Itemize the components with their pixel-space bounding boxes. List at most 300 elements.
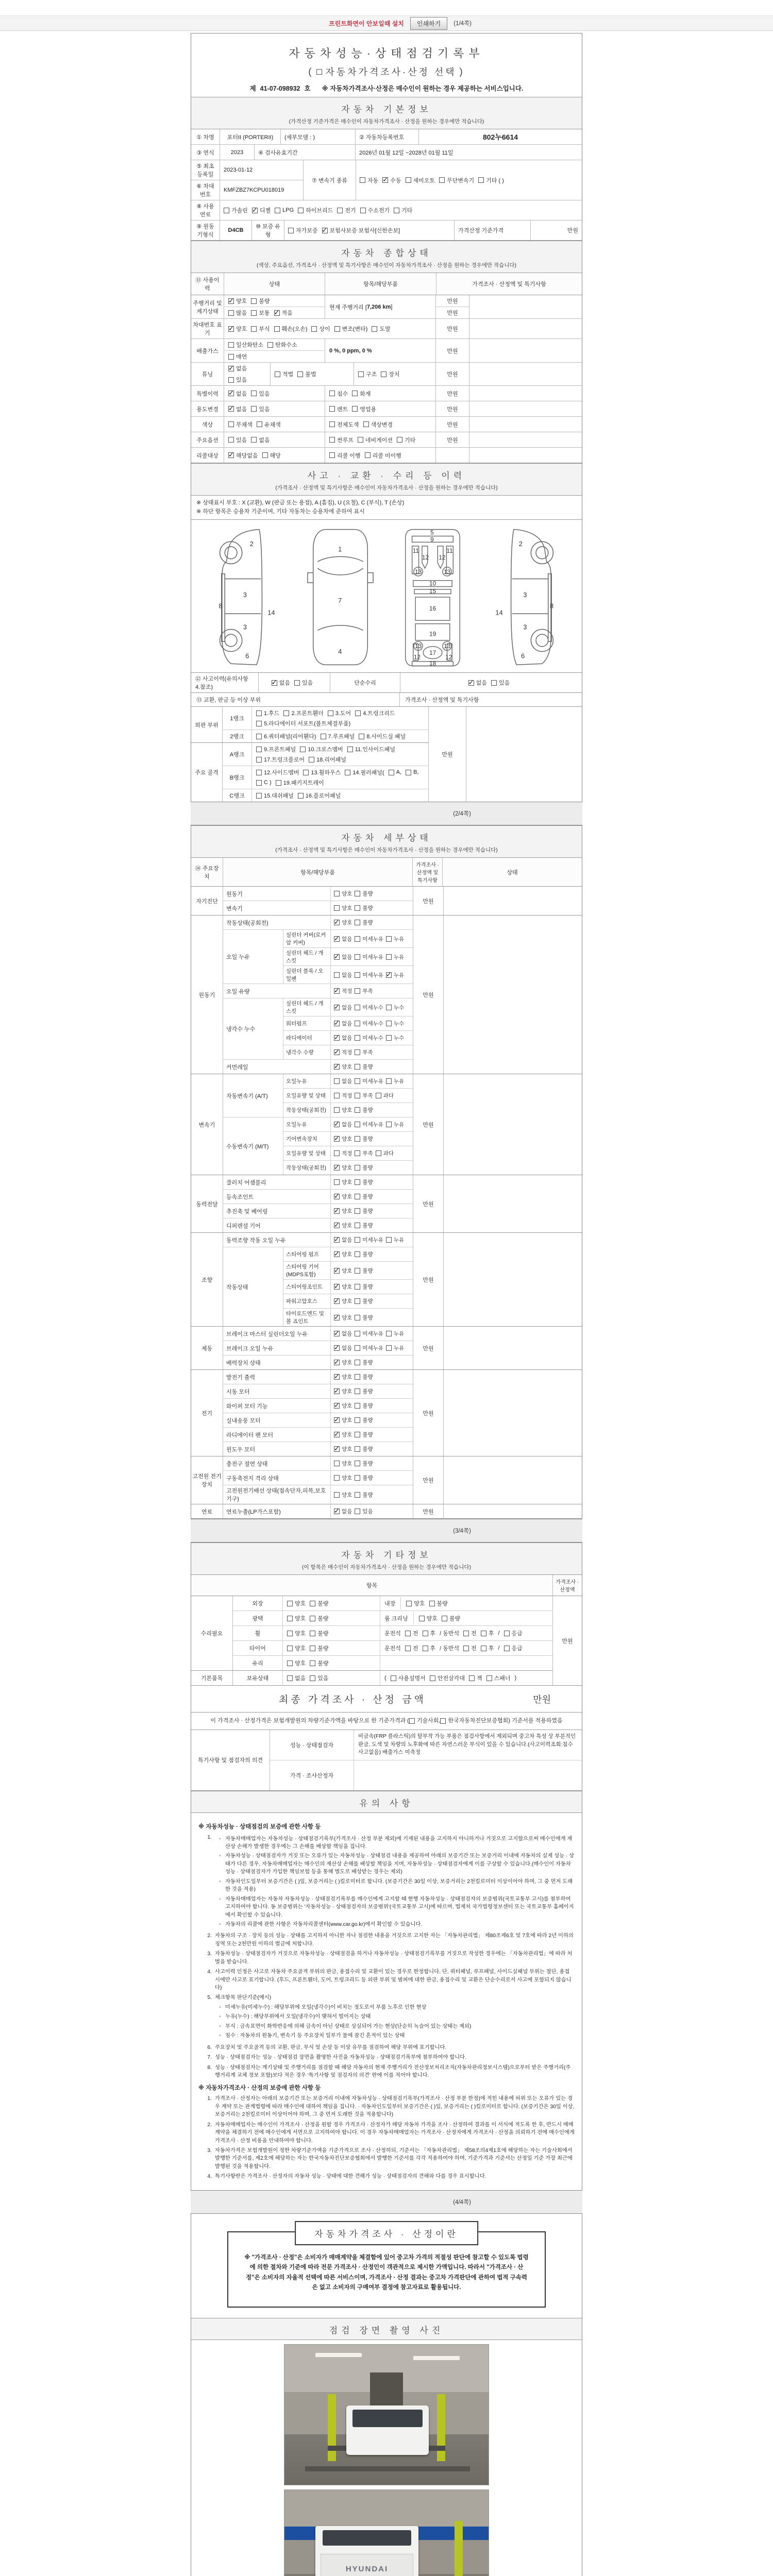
final-price-unit: 만원 xyxy=(533,1694,551,1705)
svg-text:4: 4 xyxy=(338,647,342,655)
photo-truck-rear xyxy=(315,2526,418,2576)
status-option: 누유 xyxy=(386,1077,404,1085)
status-option: 불량 xyxy=(355,1267,373,1275)
checkbox xyxy=(355,1251,360,1257)
notice-item: 8. 성능 · 상태점검자는 계기상태 및 주행거리를 점검할 때 해당 자동차의 현재 주행거리가 전산정보처리조직(자동차관리정보시스템)으로부터 받은 주행거리(주행거리계 교체 정보 포함)보다 적은 경우 '특기사항 및 점검자의 의견' 란에 이를 적어야 합니다. xyxy=(207,2064,571,2078)
svg-text:10: 10 xyxy=(429,580,436,587)
price-option-checkbox xyxy=(316,69,322,75)
overall-amount: 만원 xyxy=(436,401,469,416)
status-option: 불량 xyxy=(355,1416,373,1424)
notice-item: 2. 자동차매매업자는 매수인이 가격조사 · 산정을 원할 경우 가격조사 · 산정자가 해당 자동차 가격을 조사 · 산정하여 결과를 이 서식에 적도록 한 후, 반드시 매매계약을 체결하기 전에 매수인에게 서면으로 고지하여야 합니다. 이 경우 자동차매매업자는 가격조사 · 산정자에게 가격조사 · 산정을 의뢰하기 전에 매수인에게 가격조사 · 산정 비용을 안내하여야 합니다. xyxy=(207,2122,575,2144)
label-first-reg: ⑤ 최초 등록일 xyxy=(191,160,220,180)
checkbox xyxy=(381,371,386,377)
status-option: 양호 xyxy=(334,890,352,897)
detail-item: 발전기 출력 xyxy=(223,1370,331,1384)
checkbox xyxy=(287,1631,293,1636)
status-option: 미세누유 xyxy=(355,935,383,943)
page-indicator: (3/4쪽) xyxy=(453,1528,471,1535)
photo-windshield xyxy=(352,2410,423,2427)
checkbox xyxy=(256,757,262,762)
checkbox xyxy=(256,770,262,775)
detail-subitem: 실린더 블록 / 오일팬 xyxy=(283,966,331,984)
checkbox xyxy=(334,1049,340,1055)
status-option: 불량 xyxy=(355,1431,373,1438)
status-option: 무채색 xyxy=(228,420,253,429)
section-notice-header: 유의 사항 xyxy=(191,1791,582,1813)
detail-subitem: 타이로드엔드 및 볼 죠인트 xyxy=(283,1309,331,1326)
status-option: 스패너 xyxy=(486,1674,511,1682)
detail-options xyxy=(331,1060,413,1074)
other-extra-options xyxy=(380,1671,552,1685)
transmission-option: 세미오토 xyxy=(406,176,435,184)
status-option: 과다 xyxy=(376,1149,394,1157)
checkbox xyxy=(334,1360,340,1365)
panel-option: 8.사이드실 패널 xyxy=(359,732,406,740)
panel-option: 6.쿼터패널(리어휀다) xyxy=(256,732,316,740)
overall-row xyxy=(191,417,582,432)
overall-amount: 만원 만원 xyxy=(436,295,469,318)
status-option: ✓ 양호 xyxy=(334,1250,352,1258)
checkbox xyxy=(228,354,234,360)
checkbox xyxy=(386,1021,392,1026)
status-option: 응급 xyxy=(504,1629,523,1637)
print-button[interactable]: 인쇄하기 xyxy=(410,17,447,30)
detail-amount: 만원 xyxy=(413,916,444,1074)
status-option: ✓ 적정 xyxy=(334,1048,352,1056)
overall-line xyxy=(224,350,325,362)
detail-row xyxy=(223,1247,413,1326)
checkbox xyxy=(358,371,364,377)
checkbox xyxy=(355,1360,360,1365)
detail-subitem: 스티어링 펌프 xyxy=(283,1247,331,1261)
detail-note xyxy=(444,1456,582,1504)
fuel-option: 전기 xyxy=(337,206,356,214)
checkbox xyxy=(287,1616,293,1621)
svg-text:15: 15 xyxy=(429,587,436,595)
detail-row xyxy=(223,1233,413,1247)
checkbox xyxy=(267,342,273,348)
checkbox xyxy=(355,1064,360,1070)
checkbox xyxy=(386,1122,392,1127)
status-option: 불량 xyxy=(310,1629,328,1637)
status-option: / 동반석 xyxy=(440,1631,460,1637)
notice-bullet: ◦ 자동차매매업자는 자동차성능 · 상태점검기록부(가격조사 · 산정 부분 제외)에 기재된 내용을 고지하지 아니하거나 거짓으로 고지함으로써 매수인에게 재산상 손해가 발생한 경우에는 그 손해를 배상할 책임을 집니다. xyxy=(219,1836,573,1850)
detail-item: 충전구 절연 상태 xyxy=(223,1456,331,1470)
checkbox xyxy=(469,1675,475,1681)
detail-options xyxy=(331,1132,413,1146)
status-option: ✓ 없음 xyxy=(228,364,247,372)
car-diagram-side-left xyxy=(206,525,291,669)
checkbox xyxy=(334,1268,340,1274)
detail-group-name: 연료 xyxy=(191,1504,223,1518)
checkbox xyxy=(355,1223,360,1228)
detail-subrow xyxy=(283,1247,413,1262)
value-model-year: 2023 xyxy=(220,145,255,160)
overall-line xyxy=(224,432,325,447)
checkbox xyxy=(256,747,262,752)
section-other-header: 자동차 기타정보 (이 항목은 매수인이 자동차가격조사 · 산정을 원하는 경우에만 적습니다) xyxy=(191,1543,582,1575)
checkbox xyxy=(309,757,314,762)
checkbox xyxy=(359,734,364,739)
status-option: 썬루프 xyxy=(329,436,354,444)
status-option: 있음 xyxy=(355,1507,373,1515)
panel-group xyxy=(191,743,428,802)
detail-subitem: 스티어링 기어(MDPS포함) xyxy=(283,1262,331,1279)
warranty-option: 자가보증 xyxy=(288,226,318,234)
detail-subitem: 작동상태(공회전) xyxy=(283,1103,331,1117)
overall-cell xyxy=(224,432,325,447)
detail-amount: 만원 xyxy=(413,1233,444,1326)
accident-history-options xyxy=(259,673,330,692)
value-first-reg: 2023-01-12 xyxy=(224,167,253,173)
status-option: 불량 xyxy=(310,1599,328,1607)
checkbox xyxy=(355,905,360,911)
detail-row xyxy=(223,1442,413,1456)
overall-row-label: 특별이력 xyxy=(191,386,224,401)
section-detail-header: 자동차 세부상태 (가격조사 · 산정액 및 특기사항은 매수인이 자동차가격조사 · 산정을 원하는 경우에만 적습니다) xyxy=(191,825,582,858)
other-item: 외장 xyxy=(233,1596,283,1611)
svg-text:14: 14 xyxy=(495,608,503,617)
checkbox xyxy=(334,1475,340,1481)
checkbox xyxy=(276,780,281,786)
overall-cell xyxy=(224,417,325,432)
checkbox xyxy=(334,1150,340,1156)
detail-subrow xyxy=(283,1146,413,1161)
detail-group-name: 고전원 전기장치 xyxy=(191,1456,223,1504)
checkbox xyxy=(334,326,340,332)
detail-subrow xyxy=(283,1309,413,1326)
overall-cell xyxy=(325,295,436,318)
checkbox xyxy=(386,954,392,960)
checkbox xyxy=(355,1078,360,1084)
overall-status-table: ⑪ 사용이력 상태 항목/해당부품 가격조사 · 산정액 및 특기사항 주행거리 및 계기상태 ✓ 양호 불량 많음 보통 ✓ 적음 현재 주행거리 [ 7,206 km ] 만원 만원 차대번호 표기 ✓ 양호 부식 훼손(오손) 상이 변조(변타) 도말 만원 배출가스 일산화탄소 탄화수소 매연 0 %, 0 ppm, 0 % 만원 튜닝 ✓ 없음 있음 적법 불법 구조 장치 만원 특별이력 ✓ 없음 있음 침수 화재 만원 용도변경 ✓ 없음 있음 렌트 영업용 만원 색상 무채색 유채색 전체도색 색상변경 만원 주요옵션 있음 없음 썬루프 네비게이션 기타 만원 리콜대상 ✓ 해당없음 해당 리콜 이행 리콜 미이행 xyxy=(191,273,582,463)
status-option: 미세누유 xyxy=(355,1121,383,1128)
fuel-option: 수소전기 xyxy=(360,206,390,214)
checkbox xyxy=(355,920,360,925)
checkbox xyxy=(334,1284,340,1290)
overall-amount: 만원 xyxy=(436,386,469,401)
detail-row xyxy=(223,1471,413,1485)
status-option: 상이 xyxy=(311,325,330,333)
detail-status-table: ⑭ 주요장치 항목/해당부품 가격조사 · 산정액 및 특기사항 상태 자기진단 원동기 양호 불량 변속기 양호 불량 만원 원동기 작동상태(공회전) ✓ 양호 불량 오일 누유 실린더 커버(로커암 커버) ✓ 없음 미세누유 누유 실린더 헤드 / 개스킷 ✓ 없음 미세누유 누유 실린더 블록 / 오일팬 없음 미세누유 ✓ 누유 오일 유량 ✓ 적정 부족 냉각수 누수 실린더 헤드 / 개스킷 ✓ 없음 미세누수 누수 워터펌프 ✓ 없음 미세누수 누수 라디에이터 ✓ 없음 미세누수 누수 냉각수 수량 ✓ 적정 부족 커먼레일 ✓ 양호 불량 만원 변속기 자동변속기 (A/T) 오일누유 없음 미세누유 누유 오일유량 및 상태 적정 부족 과다 작동상태(공회전) 양호 불량 수동변속기 (M/T) 오일누유 ✓ 없음 미세누유 누유 기어변속장치 ✓ 양호 불량 오일유량 및 상태 적정 부족 과다 작동상태(공회전) ✓ 양호 불량 만원 동력전달 클러치 어셈블리 양호 불량 등속조인트 ✓ 양호 불량 추진축 및 베어링 ✓ 양호 불량 디퍼렌셜 기어 ✓ 양호 불량 만원 조향 동력조향 작동 오일 누유 ✓ 없음 미세누유 누유 작동상태 스티어링 펌프 ✓ 양호 불량 스티어링 기어(MDPS포함) ✓ 양호 불량 스티어링조인트 ✓ 양호 불량 파워고압호스 ✓ 양호 불량 타이로드엔드 및 볼 죠인트 ✓ 양호 불량 만원 제동 브레이크 마스터 실린더오일 누유 ✓ 없음 미세누유 누유 브레이크 오일 누유 ✓ 없음 미세누유 누유 배력장치 상태 ✓ 양호 불량 만원 전기 발전기 출력 ✓ 양호 불량 시동 모터 ✓ 양호 불량 와이퍼 모터 기능 ✓ 양호 불량 실내송풍 모터 ✓ 양호 불량 라디에이터 팬 모터 ✓ 양호 불량 윈도우 모터 ✓ 양호 불량 만원 고전원 전기장치 충전구 절연 상태 양호 불량 구동축전지 격리 상태 양호 불량 고전원전기배선 상태(접속단자,피복,보호기구) 양호 불량 만원 연료 연료누출(LP가스포함) ✓ 없음 있음 만원 xyxy=(191,858,582,1519)
checkbox xyxy=(251,391,257,396)
overall-amount: 만원 xyxy=(436,339,469,362)
label-model-year: ③ 연식 xyxy=(191,145,220,160)
opinion-author: 가격 · 조사산정자 xyxy=(270,1760,354,1790)
overall-row xyxy=(191,295,582,319)
status-option: ✓ 양호 xyxy=(334,1359,352,1366)
notice-bullet: ◦ 미세누유(미세누수) : 해당부위에 오일(냉각수)이 비치는 정도로서 부품 노후로 인한 현상 xyxy=(219,2004,427,2010)
checkbox xyxy=(298,208,304,213)
status-option: 없음 xyxy=(334,1077,352,1085)
status-option: 누유 xyxy=(386,1236,404,1244)
checkbox xyxy=(334,1005,340,1010)
detail-group xyxy=(191,1074,582,1175)
status-option: 없음 xyxy=(251,436,270,444)
checkbox xyxy=(228,391,234,396)
status-option: ✓ 없음 xyxy=(334,1236,352,1244)
status-option: 룸 크리닝 xyxy=(384,1612,414,1624)
status-option: 미세누유 xyxy=(355,953,383,961)
detail-group-name: 변속기 xyxy=(191,1074,223,1175)
checkbox xyxy=(251,326,257,332)
detail-row xyxy=(223,1074,413,1117)
checkbox xyxy=(334,1388,340,1394)
detail-group-name: 원동기 xyxy=(191,916,223,1074)
checkbox xyxy=(294,680,300,686)
status-option: 불량 xyxy=(355,1164,373,1172)
svg-text:12: 12 xyxy=(413,653,421,661)
detail-options xyxy=(331,1485,413,1504)
detail-group-name: 동력전달 xyxy=(191,1175,223,1232)
status-option: 양호 xyxy=(334,1491,352,1499)
status-option: 전 xyxy=(463,1644,477,1652)
status-option: 운전석 xyxy=(384,1646,401,1652)
detail-subrow xyxy=(283,1089,413,1103)
svg-text:13: 13 xyxy=(415,568,422,575)
other-item: 휠 xyxy=(233,1626,283,1640)
fuel-option: LPG xyxy=(275,207,294,213)
panel-option: 15.대쉬패널 xyxy=(256,791,294,800)
other-row xyxy=(233,1671,552,1685)
notice-item: 3. 자동차성능 · 상태점검자가 거짓으로 자동차성능 · 상태점검을 하거나 자동차성능 · 상태점검기록부를 거짓으로 작성한 경우에는 「자동차관리법」에 따라 처벌을 받습니다. xyxy=(207,1951,573,1965)
status-option: 미세누수 xyxy=(355,1020,383,1027)
svg-text:12: 12 xyxy=(422,553,429,561)
checkbox xyxy=(376,1093,381,1098)
overall-line xyxy=(224,417,325,432)
transmission-option: ✓ 수동 xyxy=(382,176,401,184)
checkbox xyxy=(355,1093,360,1098)
panel-amount: 만원 xyxy=(429,707,466,802)
checkbox xyxy=(310,1675,315,1681)
accident-history-label: ⑫ 사고이력(유의사항 4.참조) xyxy=(191,673,259,692)
notice-item: 4. 사고이력 인정은 사고로 자동차 주요골격 부위의 판금, 용접수리 및 교환이 있는 경우로 한정합니다. 단, 쿼터패널, 루프패널, 사이드실패널 부위는 절단, 용접 시에만 사고로 표기합니다. (후드, 프론트휀더, 도어, 트렁크리드 등 외판 부위 및 범퍼에 대한 판금, 용접수리 및 교환은 단순수리로서 사고에 포함되지 않습니다) xyxy=(207,1969,572,1991)
other-group xyxy=(191,1596,552,1671)
detail-subitem: 실린더 헤드 / 개스킷 xyxy=(283,998,331,1016)
overall-line xyxy=(224,339,325,350)
checkbox xyxy=(334,905,340,911)
checkbox xyxy=(355,1475,360,1481)
checkbox xyxy=(228,310,234,316)
detail-subrow xyxy=(283,966,413,984)
checkbox xyxy=(423,1646,428,1651)
detail-row xyxy=(223,1327,413,1341)
checkbox xyxy=(386,1331,392,1336)
checkbox xyxy=(355,1315,360,1320)
checkbox xyxy=(355,1284,360,1290)
photo-lift-rail xyxy=(305,2466,470,2471)
status-option: 불량 xyxy=(442,1614,460,1622)
checkbox xyxy=(352,406,358,412)
checkbox xyxy=(275,371,280,377)
car-diagram-side-right xyxy=(482,525,567,669)
checkbox xyxy=(334,920,340,925)
status-option: ✓ 양호 xyxy=(334,1431,352,1438)
detail-note xyxy=(444,1074,582,1175)
checkbox xyxy=(251,310,257,316)
car-diagram-underbody xyxy=(390,525,475,669)
checkbox xyxy=(251,437,257,443)
detail-row xyxy=(223,1399,413,1413)
detail-row xyxy=(223,1384,413,1399)
detail-options xyxy=(331,1355,413,1369)
panel-option: 14.필러패널( xyxy=(345,768,384,776)
status-option: ✓ 없음 xyxy=(334,1330,352,1337)
detail-amount: 만원 xyxy=(413,1074,444,1175)
label-inspection-valid: ④ 검사유효기간 xyxy=(255,145,356,160)
checkbox xyxy=(481,1646,486,1651)
notice-bullet: ◦ 자동차의 리콜에 관한 사항은 자동차리콜센터(www.car.go.kr)에서 확인할 수 있습니다. xyxy=(219,1921,423,1927)
detail-note xyxy=(444,1233,582,1326)
status-option: 영업용 xyxy=(352,405,376,413)
status-option: ✓ 없음 xyxy=(272,679,290,687)
checkbox xyxy=(275,208,280,213)
checkbox xyxy=(355,1179,360,1185)
other-extra-options xyxy=(380,1596,552,1611)
checkbox xyxy=(355,1345,360,1351)
overall-line: 현재 주행거리 [ 7,206 km ] xyxy=(329,303,393,311)
other-extra-options xyxy=(380,1611,552,1625)
checkbox xyxy=(504,1631,510,1636)
checkbox xyxy=(334,1223,340,1228)
notice-item: 7. 성능 · 상태점검자는 성능 · 상태점검 장면을 촬영한 사진을 자동차성능 · 상태점검기록부에 첨부하여야 합니다. xyxy=(207,2055,466,2061)
status-option: 불량 xyxy=(355,1359,373,1366)
svg-text:3: 3 xyxy=(243,591,247,599)
checkbox xyxy=(228,326,234,332)
status-option: 후 xyxy=(481,1644,494,1652)
panel-option: 19.패키지트레이 xyxy=(276,778,324,787)
status-option: 불량 xyxy=(355,1222,373,1229)
report-document xyxy=(191,33,582,2576)
checkbox xyxy=(386,1035,392,1041)
detail-subitem: 오일누유 xyxy=(283,1074,331,1088)
status-option: 불량 xyxy=(355,1250,373,1258)
panel-rank-label: 1랭크 xyxy=(223,707,252,730)
status-option: 양호 xyxy=(287,1614,306,1622)
detail-options xyxy=(331,1341,413,1355)
section-accident-header: 사고 · 교환 · 수리 등 이력 (가격조사 · 산정액 및 특기사항은 매수인이 자동차가격조사 · 산정을 원하는 경우에만 적습니다) xyxy=(191,463,582,496)
status-option: 미세누유 xyxy=(355,1236,383,1244)
notice-bullet: ◦ 침수 : 자동차의 원동기, 변속기 등 주요장치 일부가 물에 잠긴 흔적이 있는 상태 xyxy=(219,2033,405,2039)
checkbox xyxy=(228,421,234,427)
document-title: 자동차성능·상태점검기록부 xyxy=(289,47,484,60)
overall-cell xyxy=(224,295,325,318)
svg-text:19: 19 xyxy=(429,630,436,638)
status-option: 양호 xyxy=(287,1659,306,1667)
detail-group xyxy=(191,916,582,1074)
panel-option: 2.프론트휀더 xyxy=(283,709,323,717)
status-option: 있음 xyxy=(294,679,313,687)
detail-subrow xyxy=(283,1074,413,1089)
checkbox xyxy=(334,1208,340,1214)
detail-item: 라디에이터 팬 모터 xyxy=(223,1428,331,1442)
checkbox xyxy=(386,1078,392,1084)
detail-note xyxy=(444,1504,582,1518)
detail-options xyxy=(331,948,413,965)
svg-text:16: 16 xyxy=(429,604,436,612)
notice-body xyxy=(191,1813,582,2190)
detail-subitem: 오일유량 및 상태 xyxy=(283,1089,331,1103)
checkbox xyxy=(355,1492,360,1498)
detail-item: 추진축 및 베어링 xyxy=(223,1204,331,1218)
status-option: 구조 xyxy=(358,370,377,378)
overall-cell xyxy=(325,417,436,432)
detail-row xyxy=(223,887,413,901)
status-option: 전체도색 xyxy=(329,420,359,429)
checkbox xyxy=(386,972,392,978)
detail-subrow xyxy=(283,1280,413,1294)
status-option: 부식 xyxy=(251,325,270,333)
panel-rank-row xyxy=(223,730,428,742)
overall-cell xyxy=(224,363,271,385)
checkbox xyxy=(329,406,335,412)
status-option: ✓ 없음 xyxy=(228,405,247,413)
detail-item: 수동변속기 (M/T) xyxy=(223,1117,283,1175)
checkbox xyxy=(256,734,262,739)
detail-options xyxy=(331,1117,413,1131)
checkbox xyxy=(334,1078,340,1084)
checkbox xyxy=(228,437,234,443)
status-option: 양호 xyxy=(334,1474,352,1482)
status-option: 누유 xyxy=(386,1344,404,1352)
label-fuel: ⑧ 사용 연료 xyxy=(191,200,220,220)
status-option: 양호 xyxy=(419,1614,438,1622)
detail-item: 작동상태(공회전) xyxy=(223,916,331,929)
detail-row xyxy=(223,1117,413,1175)
svg-text:6: 6 xyxy=(520,652,525,660)
status-option: 누유 xyxy=(386,1330,404,1337)
detail-options xyxy=(331,1442,413,1456)
overall-amount: 만원 xyxy=(436,319,469,338)
checkbox xyxy=(272,680,277,686)
checkbox xyxy=(352,391,358,396)
checkbox xyxy=(372,326,377,332)
value-fuel-options xyxy=(220,200,582,220)
detail-subrow xyxy=(283,1294,413,1309)
page-4 xyxy=(191,2213,582,2576)
overall-amount: 만원 xyxy=(436,432,469,447)
detail-note xyxy=(444,916,582,1074)
checkbox xyxy=(297,371,303,377)
panel-option: B, xyxy=(406,769,418,775)
checkbox xyxy=(334,1403,340,1409)
overall-cell xyxy=(224,319,436,338)
overall-cell xyxy=(354,363,436,385)
detail-item: 변속기 xyxy=(223,901,331,915)
detail-item: 브레이크 오일 누유 xyxy=(223,1341,331,1355)
other-extra-options xyxy=(380,1656,552,1670)
status-option: 전 xyxy=(405,1644,418,1652)
detail-options xyxy=(331,998,413,1016)
status-option: 불량 xyxy=(355,1283,373,1291)
checkbox xyxy=(423,1631,428,1636)
checkbox xyxy=(252,208,258,213)
status-option: ✓ 양호 xyxy=(334,1207,352,1215)
checkbox xyxy=(251,298,257,304)
detail-options xyxy=(331,1074,413,1088)
section-overall-header: 자동차 종합상태 (색상, 주요옵션, 가격조사 · 산정액 및 특기사항은 매수인이 자동차가격조사 · 산정을 원하는 경우에만 적습니다) xyxy=(191,241,582,273)
print-install-hint: 프린트화면이 안보일때 설치 xyxy=(329,20,404,27)
inspection-photo-2 xyxy=(284,2489,489,2576)
checkbox xyxy=(355,1005,360,1010)
overall-line xyxy=(325,432,435,447)
detail-item: 연료누출(LP가스포함) xyxy=(223,1504,331,1518)
status-option: 누유 xyxy=(386,1121,404,1128)
checkbox xyxy=(334,1461,340,1466)
detail-options xyxy=(331,1413,413,1427)
overall-note xyxy=(469,386,582,401)
status-option: 적정 xyxy=(334,1092,352,1099)
